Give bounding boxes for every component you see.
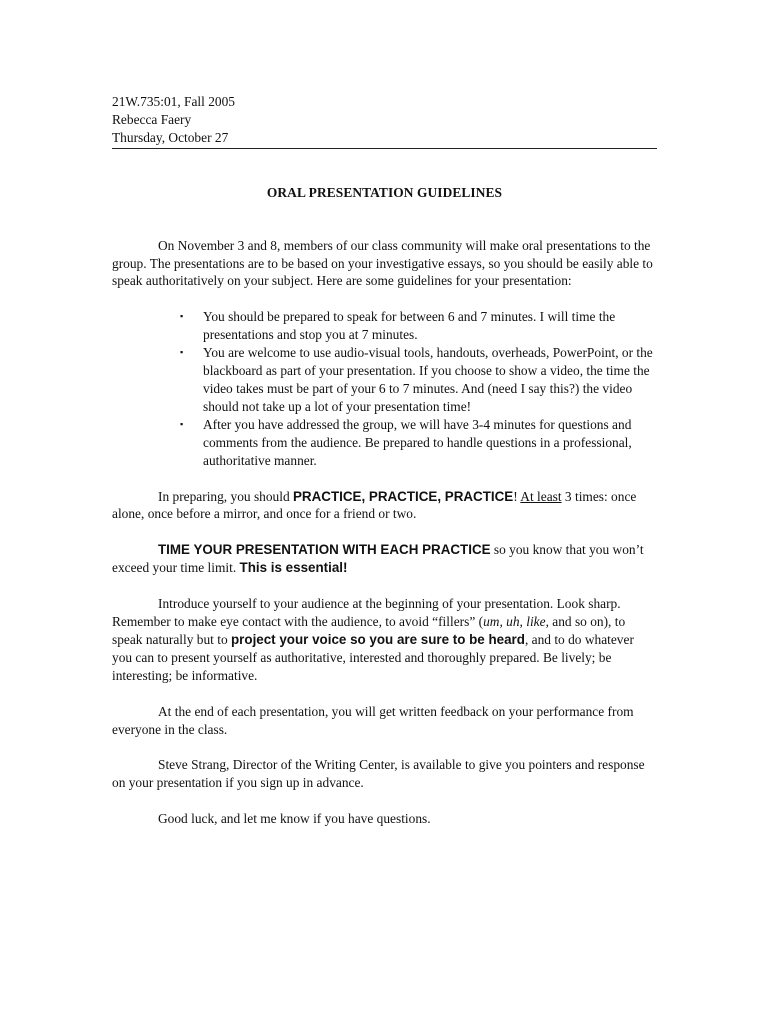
practice-rest: 3 times: once alone, once before a mirror, and once for a friend or two. [112, 488, 637, 522]
course-code: 21W.735:01, Fall 2005 [112, 94, 235, 109]
closing-paragraph: Good luck, and let me know if you have questions. [158, 811, 431, 827]
delivery-project: project your voice so you are sure to be heard [231, 631, 525, 647]
document-page [112, 93, 657, 828]
timing-paragraph [112, 541, 657, 577]
guideline-item [180, 308, 657, 344]
guideline-text: After you have addressed the group, we will have 3-4 minutes for questions and comments from the audience. Be prepared to handle questions in a professional, authoritative manner. [203, 416, 632, 468]
instructor-name: Rebecca Faery [112, 111, 192, 127]
delivery-fillers: um, uh, like [483, 614, 546, 630]
document-header [112, 93, 657, 149]
feedback-paragraph: At the end of each presentation, you will get written feedback on your performance from everyone in the class. [112, 703, 634, 737]
practice-at-least: At least [520, 488, 562, 504]
delivery-part1: Introduce yourself to your audience at the beginning of your presentation. Look sharp. Remember to make eye contact with the audience, to avoid “fillers” ( [112, 596, 621, 630]
document-date: Thursday, October 27 [112, 129, 229, 145]
timing-essential: This is essential! [239, 560, 348, 576]
guideline-item [180, 344, 657, 416]
practice-emphasis: PRACTICE, PRACTICE, PRACTICE [293, 488, 514, 504]
practice-lead: In preparing, you should [158, 488, 293, 504]
bullet-icon: ▪ [180, 347, 184, 358]
writing-center-paragraph: Steve Strang, Director of the Writing Center, is available to give you pointers and response on your presentation if you sign up in advance. [112, 757, 645, 791]
practice-paragraph [112, 488, 657, 524]
bullet-icon: ▪ [180, 418, 184, 429]
bullet-icon: ▪ [180, 311, 184, 322]
document-title: ORAL PRESENTATION GUIDELINES [266, 184, 503, 200]
guidelines-list [112, 308, 657, 469]
delivery-paragraph [112, 595, 657, 685]
guideline-text: You should be prepared to speak for between 6 and 7 minutes. I will time the presentations and stop you at 7 minutes. [203, 309, 616, 343]
delivery-part3: , and to do whatever you can to present yourself as authoritative, interested and thoroughly prepared. Be lively; be interesting; be informative. [112, 631, 634, 683]
timing-middle: so you know that you won’t exceed your time limit. [112, 542, 644, 576]
guideline-item [180, 416, 657, 470]
timing-emphasis: TIME YOUR PRESENTATION WITH EACH PRACTICE [158, 542, 491, 558]
practice-bang: ! [513, 488, 521, 504]
guideline-text: You are welcome to use audio-visual tools, handouts, overheads, PowerPoint, or the blackboard as part of your presentation. If you choose to show a video, the time the video takes must be part of your 6 to 7 minutes. And (need I say this?) the video should not take up a lot of your presentation time! [203, 345, 653, 414]
intro-paragraph: On November 3 and 8, members of our class community will make oral presentations to the group. The presentations are to be based on your investigative essays, so you should be easily able to speak authoritatively on your subject. Here are some guidelines for your presentation: [112, 237, 653, 289]
delivery-part2: , and so on), to speak naturally but to [112, 614, 626, 647]
